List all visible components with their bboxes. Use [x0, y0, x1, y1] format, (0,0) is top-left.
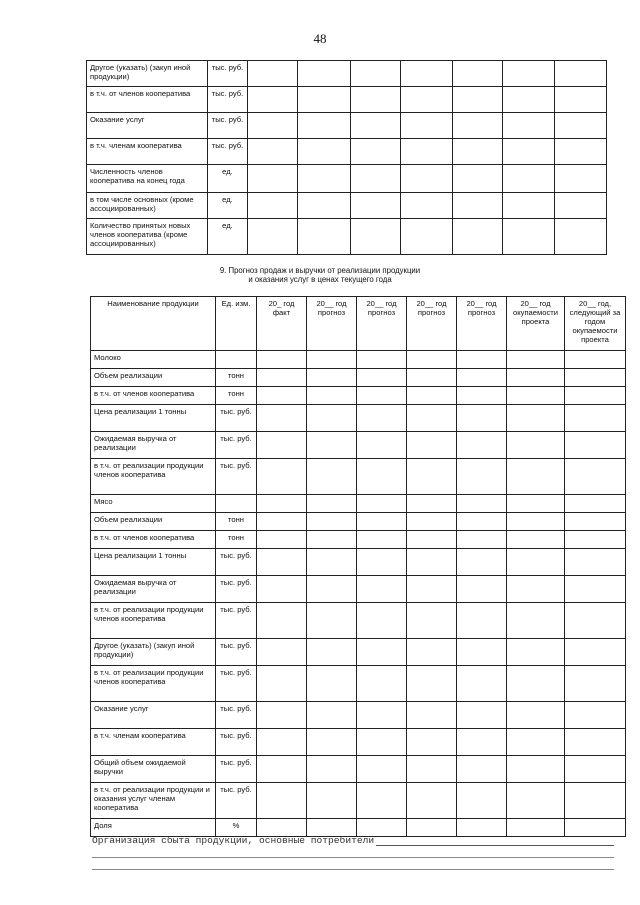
value-cell[interactable] [407, 603, 457, 639]
row-unit: тонн [216, 513, 257, 531]
value-cell[interactable] [407, 459, 457, 495]
row-label: в том числе основных (кроме ассоциированных) [87, 193, 208, 219]
value-cell[interactable] [507, 666, 565, 702]
value-cell[interactable] [565, 729, 626, 756]
value-cell[interactable] [257, 351, 307, 369]
value-cell[interactable] [565, 369, 626, 387]
column-header: Наименование продукции [91, 297, 216, 351]
value-cell[interactable] [457, 549, 507, 576]
value-cell[interactable] [350, 139, 400, 165]
footer-line[interactable] [92, 858, 614, 870]
value-cell[interactable] [257, 756, 307, 783]
value-cell[interactable] [452, 61, 502, 87]
row-unit: тыс. руб. [207, 61, 248, 87]
column-header: 20__ год прогноз [307, 297, 357, 351]
value-cell[interactable] [457, 459, 507, 495]
value-cell[interactable] [248, 165, 298, 193]
top-table-row [87, 165, 607, 193]
value-cell[interactable] [457, 405, 507, 432]
value-cell[interactable] [565, 666, 626, 702]
value-cell[interactable] [257, 549, 307, 576]
forecast-row [91, 351, 626, 369]
value-cell[interactable] [507, 495, 565, 513]
top-table-row [87, 113, 607, 139]
value-cell[interactable] [298, 193, 350, 219]
value-cell[interactable] [502, 61, 554, 87]
value-cell[interactable] [357, 783, 407, 819]
value-cell[interactable] [452, 87, 502, 113]
value-cell[interactable] [298, 165, 350, 193]
value-cell[interactable] [565, 756, 626, 783]
value-cell[interactable] [407, 432, 457, 459]
value-cell[interactable] [350, 219, 400, 255]
value-cell[interactable] [357, 549, 407, 576]
value-cell[interactable] [257, 603, 307, 639]
value-cell[interactable] [257, 369, 307, 387]
row-unit: тыс. руб. [216, 729, 257, 756]
row-label: Ожидаемая выручка от реализации [91, 576, 216, 603]
column-header: 20__ год прогноз [357, 297, 407, 351]
forecast-row [91, 783, 626, 819]
row-unit: тыс. руб. [216, 783, 257, 819]
value-cell[interactable] [307, 639, 357, 666]
value-cell[interactable] [400, 219, 452, 255]
value-cell[interactable] [307, 513, 357, 531]
value-cell[interactable] [400, 87, 452, 113]
value-cell[interactable] [407, 666, 457, 702]
row-label: в т.ч. от реализации продукции и оказания услуг членам кооператива [91, 783, 216, 819]
value-cell[interactable] [457, 495, 507, 513]
value-cell[interactable] [554, 165, 606, 193]
value-cell[interactable] [257, 819, 307, 837]
value-cell[interactable] [565, 702, 626, 729]
value-cell[interactable] [357, 639, 407, 666]
row-unit: тыс. руб. [216, 639, 257, 666]
value-cell[interactable] [257, 459, 307, 495]
value-cell[interactable] [457, 639, 507, 666]
forecast-row [91, 549, 626, 576]
value-cell[interactable] [307, 576, 357, 603]
forecast-row [91, 531, 626, 549]
value-cell[interactable] [565, 513, 626, 531]
forecast-row [91, 819, 626, 837]
value-cell[interactable] [565, 603, 626, 639]
value-cell[interactable] [357, 387, 407, 405]
row-label: в т.ч. от членов кооператива [91, 531, 216, 549]
row-label: в т.ч. членам кооператива [91, 729, 216, 756]
value-cell[interactable] [400, 193, 452, 219]
value-cell[interactable] [502, 87, 554, 113]
value-cell[interactable] [248, 139, 298, 165]
value-cell[interactable] [554, 113, 606, 139]
value-cell[interactable] [565, 819, 626, 837]
value-cell[interactable] [457, 387, 507, 405]
value-cell[interactable] [357, 729, 407, 756]
value-cell[interactable] [248, 193, 298, 219]
value-cell[interactable] [307, 603, 357, 639]
footer-fill-line[interactable] [376, 835, 614, 846]
row-unit: тыс. руб. [216, 666, 257, 702]
row-label: в т.ч. от реализации продукции членов кооператива [91, 666, 216, 702]
value-cell[interactable] [350, 165, 400, 193]
value-cell[interactable] [307, 702, 357, 729]
value-cell[interactable] [407, 576, 457, 603]
forecast-row [91, 387, 626, 405]
top-table-row [87, 61, 607, 87]
row-label: Молоко [91, 351, 216, 369]
value-cell[interactable] [257, 495, 307, 513]
row-unit: тыс. руб. [216, 405, 257, 432]
value-cell[interactable] [400, 61, 452, 87]
row-unit: тонн [216, 387, 257, 405]
value-cell[interactable] [257, 639, 307, 666]
row-unit: ед. [207, 165, 248, 193]
page-number: 48 [313, 31, 327, 46]
forecast-row [91, 405, 626, 432]
value-cell[interactable] [357, 603, 407, 639]
value-cell[interactable] [307, 783, 357, 819]
row-unit: ед. [207, 193, 248, 219]
value-cell[interactable] [350, 61, 400, 87]
value-cell[interactable] [407, 702, 457, 729]
top-table-row [87, 219, 607, 255]
forecast-row [91, 513, 626, 531]
value-cell[interactable] [357, 405, 407, 432]
value-cell[interactable] [457, 432, 507, 459]
value-cell[interactable] [257, 387, 307, 405]
section-title [0, 266, 640, 284]
value-cell[interactable] [307, 756, 357, 783]
value-cell[interactable] [257, 666, 307, 702]
column-header: 20__ год окупаемости проекта [507, 297, 565, 351]
value-cell[interactable] [407, 783, 457, 819]
value-cell[interactable] [307, 549, 357, 576]
value-cell[interactable] [357, 351, 407, 369]
value-cell[interactable] [502, 113, 554, 139]
row-unit: тонн [216, 369, 257, 387]
value-cell[interactable] [457, 729, 507, 756]
value-cell[interactable] [307, 495, 357, 513]
value-cell[interactable] [457, 819, 507, 837]
row-unit: тыс. руб. [207, 113, 248, 139]
forecast-row [91, 432, 626, 459]
value-cell[interactable] [248, 87, 298, 113]
value-cell[interactable] [257, 513, 307, 531]
value-cell[interactable] [457, 513, 507, 531]
forecast-row [91, 639, 626, 666]
top-table-row [87, 193, 607, 219]
value-cell[interactable] [407, 729, 457, 756]
value-cell[interactable] [507, 729, 565, 756]
value-cell[interactable] [307, 729, 357, 756]
row-label: Другое (указать) (закуп иной продукции) [87, 61, 208, 87]
forecast-row [91, 495, 626, 513]
column-header: 20__ год прогноз [407, 297, 457, 351]
value-cell[interactable] [248, 61, 298, 87]
value-cell[interactable] [298, 113, 350, 139]
value-cell[interactable] [307, 459, 357, 495]
forecast-row [91, 459, 626, 495]
value-cell[interactable] [307, 387, 357, 405]
value-cell[interactable] [507, 369, 565, 387]
value-cell[interactable] [357, 369, 407, 387]
row-unit: тыс. руб. [216, 702, 257, 729]
row-unit: тыс. руб. [207, 139, 248, 165]
value-cell[interactable] [407, 495, 457, 513]
row-unit: ед. [207, 219, 248, 255]
value-cell[interactable] [307, 432, 357, 459]
row-label: Цена реализации 1 тонны [91, 405, 216, 432]
value-cell[interactable] [452, 165, 502, 193]
row-label: в т.ч. от реализации продукции членов кооператива [91, 603, 216, 639]
row-unit: тыс. руб. [216, 603, 257, 639]
row-label: Общий объем ожидаемой выручки [91, 756, 216, 783]
value-cell[interactable] [507, 531, 565, 549]
row-label: Объем реализации [91, 369, 216, 387]
value-cell[interactable] [457, 702, 507, 729]
top-table-row [87, 87, 607, 113]
row-unit [216, 351, 257, 369]
value-cell[interactable] [357, 495, 407, 513]
value-cell[interactable] [565, 576, 626, 603]
value-cell[interactable] [407, 405, 457, 432]
value-cell[interactable] [350, 113, 400, 139]
value-cell[interactable] [400, 113, 452, 139]
row-unit: тыс. руб. [216, 576, 257, 603]
value-cell[interactable] [554, 193, 606, 219]
value-cell[interactable] [554, 139, 606, 165]
value-cell[interactable] [357, 702, 407, 729]
section-title-line1: 9. Прогноз продаж и выручки от реализации продукции [219, 266, 421, 275]
value-cell[interactable] [400, 139, 452, 165]
value-cell[interactable] [407, 351, 457, 369]
row-label: в т.ч. от членов кооператива [91, 387, 216, 405]
forecast-row [91, 369, 626, 387]
row-unit: тыс. руб. [216, 432, 257, 459]
value-cell[interactable] [507, 549, 565, 576]
row-label: Цена реализации 1 тонны [91, 549, 216, 576]
value-cell[interactable] [507, 513, 565, 531]
value-cell[interactable] [457, 783, 507, 819]
row-unit: тыс. руб. [207, 87, 248, 113]
value-cell[interactable] [407, 387, 457, 405]
value-cell[interactable] [298, 219, 350, 255]
value-cell[interactable] [257, 783, 307, 819]
column-header: 20_ год факт [257, 297, 307, 351]
value-cell[interactable] [357, 432, 407, 459]
value-cell[interactable] [357, 756, 407, 783]
value-cell[interactable] [452, 139, 502, 165]
value-cell[interactable] [407, 369, 457, 387]
row-unit: тыс. руб. [216, 549, 257, 576]
value-cell[interactable] [452, 193, 502, 219]
top-table [86, 60, 607, 255]
row-label: Доля [91, 819, 216, 837]
row-label: в т.ч. от членов кооператива [87, 87, 208, 113]
value-cell[interactable] [507, 702, 565, 729]
value-cell[interactable] [457, 351, 507, 369]
value-cell[interactable] [565, 531, 626, 549]
value-cell[interactable] [357, 666, 407, 702]
value-cell[interactable] [507, 576, 565, 603]
column-header: 20__ год, следующий за годом окупаемости проекта [565, 297, 626, 351]
value-cell[interactable] [502, 165, 554, 193]
row-label: Численность членов кооператива на конец года [87, 165, 208, 193]
value-cell[interactable] [350, 193, 400, 219]
value-cell[interactable] [507, 819, 565, 837]
forecast-row [91, 756, 626, 783]
value-cell[interactable] [565, 351, 626, 369]
value-cell[interactable] [407, 639, 457, 666]
value-cell[interactable] [452, 219, 502, 255]
value-cell[interactable] [407, 531, 457, 549]
value-cell[interactable] [565, 405, 626, 432]
row-unit: тонн [216, 531, 257, 549]
value-cell[interactable] [507, 387, 565, 405]
section-title-line2: и оказания услуг в ценах текущего года [248, 275, 392, 284]
value-cell[interactable] [502, 219, 554, 255]
row-unit: % [216, 819, 257, 837]
value-cell[interactable] [298, 87, 350, 113]
value-cell[interactable] [554, 87, 606, 113]
value-cell[interactable] [307, 369, 357, 387]
value-cell[interactable] [565, 387, 626, 405]
value-cell[interactable] [457, 603, 507, 639]
value-cell[interactable] [502, 193, 554, 219]
row-label: Оказание услуг [91, 702, 216, 729]
value-cell[interactable] [507, 405, 565, 432]
row-label: Ожидаемая выручка от реализации [91, 432, 216, 459]
value-cell[interactable] [407, 549, 457, 576]
footer-label: Организация сбыта продукции, основные потребители [92, 835, 375, 846]
value-cell[interactable] [507, 432, 565, 459]
value-cell[interactable] [357, 513, 407, 531]
forecast-row [91, 576, 626, 603]
value-cell[interactable] [298, 139, 350, 165]
value-cell[interactable] [257, 531, 307, 549]
value-cell[interactable] [565, 783, 626, 819]
value-cell[interactable] [307, 531, 357, 549]
row-unit [216, 495, 257, 513]
value-cell[interactable] [502, 139, 554, 165]
value-cell[interactable] [248, 219, 298, 255]
forecast-row [91, 666, 626, 702]
row-label: Количество принятых новых членов кооператива (кроме ассоциированных) [87, 219, 208, 255]
value-cell[interactable] [565, 432, 626, 459]
value-cell[interactable] [457, 756, 507, 783]
value-cell[interactable] [257, 576, 307, 603]
row-label: Объем реализации [91, 513, 216, 531]
forecast-table [90, 296, 626, 837]
footer [92, 835, 614, 870]
value-cell[interactable] [507, 756, 565, 783]
value-cell[interactable] [507, 603, 565, 639]
value-cell[interactable] [357, 576, 407, 603]
column-header: Ед. изм. [216, 297, 257, 351]
value-cell[interactable] [507, 639, 565, 666]
value-cell[interactable] [565, 639, 626, 666]
value-cell[interactable] [257, 702, 307, 729]
value-cell[interactable] [507, 351, 565, 369]
top-table-row [87, 139, 607, 165]
value-cell[interactable] [554, 61, 606, 87]
value-cell[interactable] [507, 783, 565, 819]
row-unit: тыс. руб. [216, 459, 257, 495]
value-cell[interactable] [257, 405, 307, 432]
row-label: в т.ч. членам кооператива [87, 139, 208, 165]
value-cell[interactable] [452, 113, 502, 139]
value-cell[interactable] [554, 219, 606, 255]
value-cell[interactable] [457, 576, 507, 603]
row-label: Другое (указать) (закуп иной продукции) [91, 639, 216, 666]
value-cell[interactable] [400, 165, 452, 193]
value-cell[interactable] [257, 432, 307, 459]
value-cell[interactable] [307, 351, 357, 369]
row-unit: тыс. руб. [216, 756, 257, 783]
value-cell[interactable] [248, 113, 298, 139]
row-label: Мясо [91, 495, 216, 513]
value-cell[interactable] [457, 369, 507, 387]
footer-line[interactable] [92, 846, 614, 858]
row-label: в т.ч. от реализации продукции членов кооператива [91, 459, 216, 495]
value-cell[interactable] [565, 495, 626, 513]
value-cell[interactable] [565, 549, 626, 576]
value-cell[interactable] [507, 459, 565, 495]
forecast-row [91, 729, 626, 756]
value-cell[interactable] [457, 666, 507, 702]
value-cell[interactable] [357, 819, 407, 837]
value-cell[interactable] [307, 819, 357, 837]
value-cell[interactable] [357, 459, 407, 495]
value-cell[interactable] [565, 459, 626, 495]
value-cell[interactable] [457, 531, 507, 549]
row-label: Оказание услуг [87, 113, 208, 139]
value-cell[interactable] [307, 666, 357, 702]
value-cell[interactable] [298, 61, 350, 87]
value-cell[interactable] [350, 87, 400, 113]
value-cell[interactable] [407, 819, 457, 837]
forecast-row [91, 702, 626, 729]
forecast-row [91, 603, 626, 639]
value-cell[interactable] [407, 513, 457, 531]
column-header: 20__ год прогноз [457, 297, 507, 351]
value-cell[interactable] [357, 531, 407, 549]
value-cell[interactable] [257, 729, 307, 756]
value-cell[interactable] [307, 405, 357, 432]
value-cell[interactable] [407, 756, 457, 783]
